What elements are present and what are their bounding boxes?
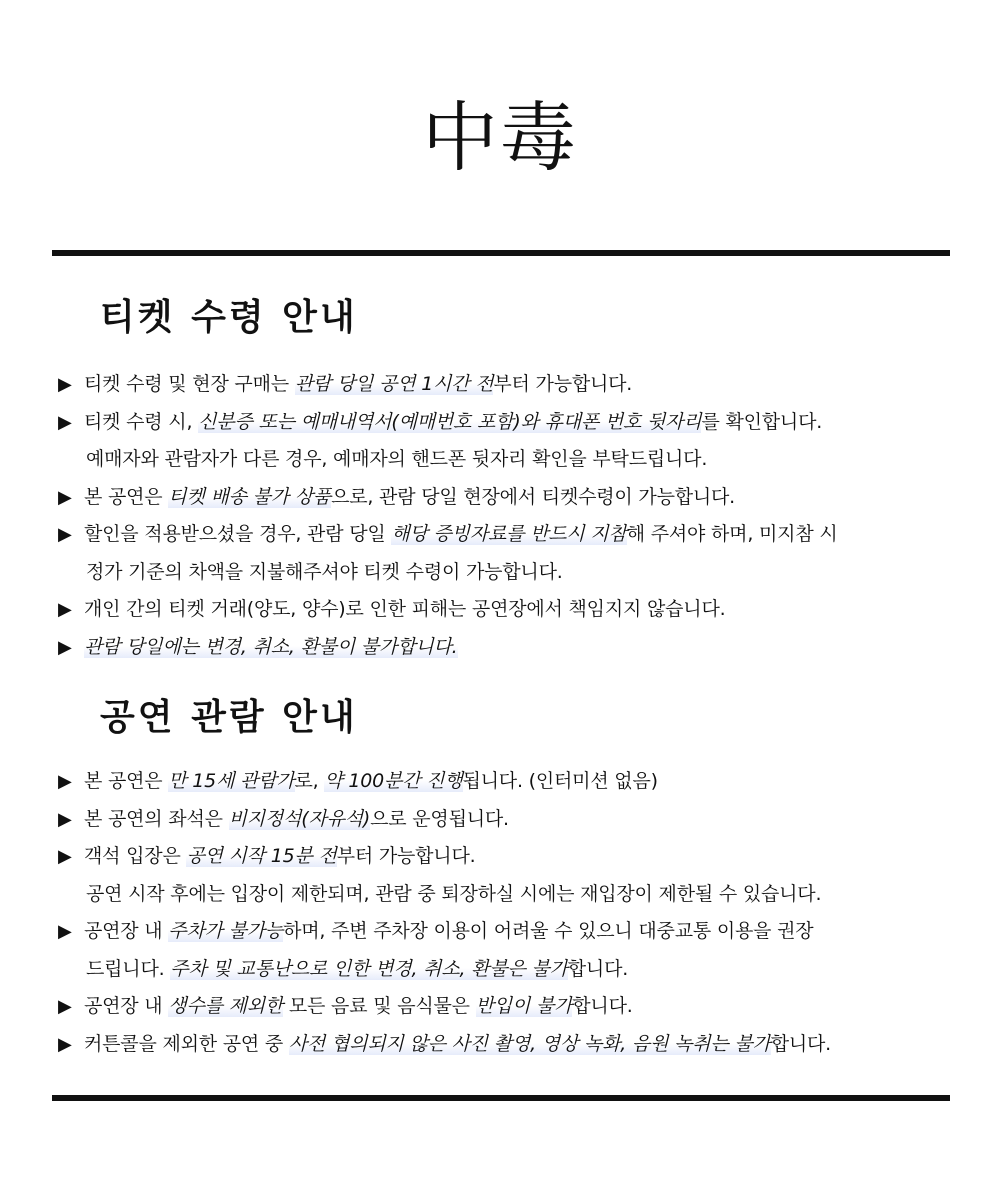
notice-text: 커튼콜을 제외한 공연 중 [84, 1032, 289, 1055]
emphasized-text: 약 100분간 진행 [324, 770, 463, 792]
emphasized-text: 반입이 불가 [475, 995, 573, 1017]
notice-text: 로, [294, 770, 325, 792]
bottom-divider [52, 1095, 950, 1101]
notice-text: 본 공연은 [84, 770, 169, 792]
triangle-bullet-icon: ▶ [58, 771, 72, 792]
notice-item [58, 479, 958, 517]
triangle-bullet-icon: ▶ [58, 636, 72, 658]
notice-text: 모든 음료 및 음식물은 [283, 995, 476, 1017]
notice-text: 공연장 내 [84, 995, 169, 1017]
triangle-bullet-icon: ▶ [58, 524, 72, 545]
notice-text: 본 공연은 [84, 485, 169, 508]
triangle-bullet-icon: ▶ [58, 486, 72, 508]
notice-text: 티켓 수령 시, [84, 410, 199, 433]
notice-text: 개인 간의 티켓 거래(양도, 양수)로 인한 피해는 공연장에서 책임지지 않습니다. [84, 598, 726, 620]
notice-text: 할인을 적용받으셨을 경우, 관람 당일 [84, 523, 392, 545]
viewing-info-list [58, 763, 958, 1063]
notice-text: 합니다. [770, 1032, 831, 1055]
emphasized-text: 주차가 불가능 [168, 920, 284, 942]
triangle-bullet-icon: ▶ [58, 808, 72, 830]
notice-text: 공연장 내 [84, 920, 169, 942]
emphasized-text: 주차 및 교통난으로 인한 변경, 취소, 환불은 불가 [170, 957, 568, 980]
notice-text: 예매자와 관람자가 다른 경우, 예매자의 핸드폰 뒷자리 확인을 부탁드립니다. [86, 448, 708, 470]
notice-item [58, 516, 958, 554]
notice-item [58, 988, 958, 1026]
notice-item-continuation [58, 876, 958, 914]
section-heading-viewing: 공연 관람 안내 [100, 697, 358, 738]
notice-item-continuation [58, 951, 958, 989]
emphasized-text: 생수를 제외한 [168, 995, 284, 1017]
triangle-bullet-icon: ▶ [58, 599, 72, 620]
triangle-bullet-icon: ▶ [58, 1033, 72, 1055]
emphasized-text: 비지정석(자유석) [228, 807, 371, 830]
notice-text: 부터 가능합니다. [336, 845, 476, 867]
notice-text: 하며, 주변 주차장 이용이 어려울 수 있으니 대중교통 이용을 권장 [283, 920, 814, 942]
emphasized-text: 사전 협의되지 않은 사진 촬영, 영상 녹화, 음원 녹취는 불가 [288, 1032, 771, 1055]
notice-text: 정가 기준의 차액을 지불해주셔야 티켓 수령이 가능합니다. [86, 560, 563, 583]
notice-text: 됩니다. (인터미션 없음) [462, 770, 658, 792]
notice-item [58, 1026, 958, 1064]
section-heading-ticket: 티켓 수령 안내 [100, 297, 358, 338]
page-title: 中毒 [422, 93, 578, 182]
notice-item [58, 801, 958, 839]
triangle-bullet-icon: ▶ [58, 846, 72, 867]
notice-text: 부터 가능합니다. [493, 373, 633, 395]
triangle-bullet-icon: ▶ [58, 374, 72, 395]
notice-text: 합니다. [572, 995, 633, 1017]
top-divider [52, 250, 950, 256]
emphasized-text: 신분증 또는 예매내역서(예매번호 포함)와 휴대폰 번호 뒷자리 [198, 410, 702, 433]
notice-item [58, 913, 958, 951]
notice-item [58, 763, 958, 801]
notice-text: 객석 입장은 [84, 845, 187, 867]
notice-text: 해 주셔야 하며, 미지참 시 [626, 523, 838, 545]
notice-text: 공연 시작 후에는 입장이 제한되며, 관람 중 퇴장하실 시에는 재입장이 제한될 수 있습니다. [86, 882, 822, 905]
notice-item-continuation [58, 554, 958, 592]
triangle-bullet-icon: ▶ [58, 996, 72, 1017]
notice-item [58, 629, 958, 667]
notice-text: 합니다. [567, 957, 629, 980]
notice-item [58, 838, 958, 876]
notice-item [58, 366, 958, 404]
notice-text: 드립니다. [86, 957, 171, 980]
emphasized-text: 티켓 배송 불가 상품 [168, 485, 332, 508]
emphasized-text: 만 15세 관람가 [168, 770, 295, 792]
triangle-bullet-icon: ▶ [58, 921, 72, 942]
ticket-info-list [58, 366, 958, 666]
notice-text: 티켓 수령 및 현장 구매는 [84, 373, 295, 395]
emphasized-text: 공연 시작 15분 전 [186, 845, 337, 867]
notice-text: 으로 운영됩니다. [370, 807, 509, 830]
notice-item-continuation [58, 441, 958, 479]
emphasized-text: 관람 당일에는 변경, 취소, 환불이 불가합니다. [84, 635, 458, 658]
notice-text: 를 확인합니다. [701, 410, 823, 433]
notice-item [58, 404, 958, 442]
emphasized-text: 관람 당일 공연 1시간 전 [294, 373, 494, 395]
emphasized-text: 해당 증빙자료를 반드시 지참 [391, 523, 627, 545]
notice-item [58, 591, 958, 629]
triangle-bullet-icon: ▶ [58, 411, 72, 433]
notice-text: 본 공연의 좌석은 [84, 807, 229, 830]
notice-text: 으로, 관람 당일 현장에서 티켓수령이 가능합니다. [331, 485, 736, 508]
